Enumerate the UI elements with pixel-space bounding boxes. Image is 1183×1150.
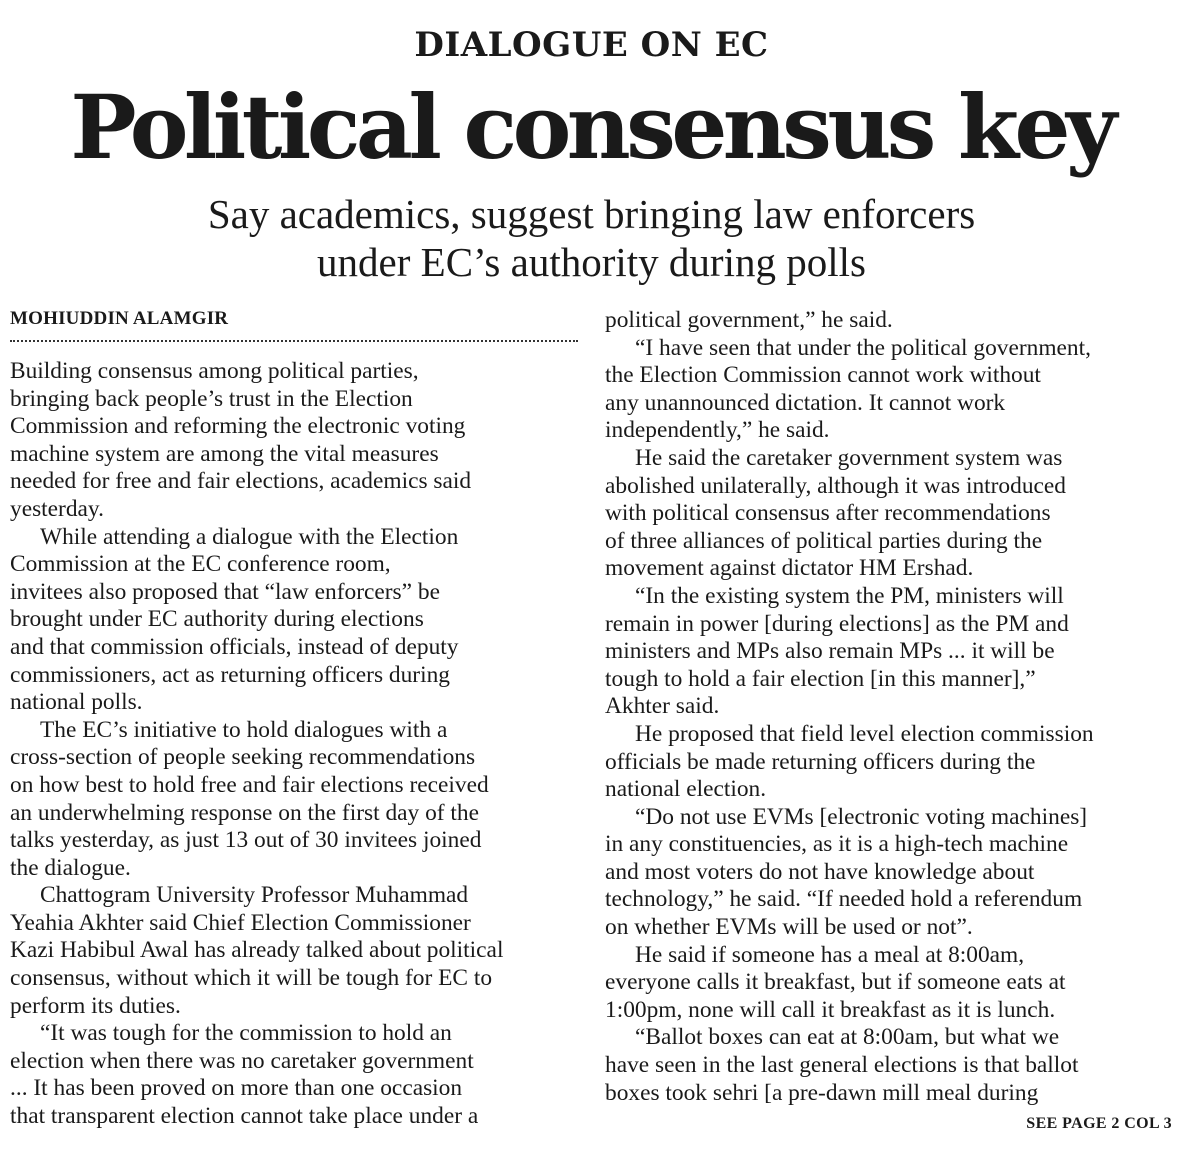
text-line: The EC’s initiative to hold dialogues with a xyxy=(40,716,448,743)
text-line: everyone calls it breakfast, but if someone eats at xyxy=(605,969,1066,996)
text-line: He said if someone has a meal at 8:00am, xyxy=(635,941,1025,968)
article-column-right xyxy=(605,307,1171,1107)
text-line: He said the caretaker government system was xyxy=(635,444,1063,471)
text-line: and most voters do not have knowledge about xyxy=(605,858,1035,885)
text-line: “I have seen that under the political government, xyxy=(635,334,1091,361)
text-line: have seen in the last general elections is that ballot xyxy=(605,1052,1079,1079)
text-line: consensus, without which it will be tough for EC to xyxy=(10,965,493,992)
text-line: remain in power [during elections] as the PM and xyxy=(605,610,1069,637)
text-line: in any constituencies, as it is a high-tech machine xyxy=(605,831,1069,858)
text-line: While attending a dialogue with the Election xyxy=(40,523,459,550)
text-line: movement against dictator HM Ershad. xyxy=(605,555,974,582)
text-line: perform its duties. xyxy=(10,992,181,1019)
text-line: He proposed that field level election commission xyxy=(635,720,1094,747)
text-line: “Do not use EVMs [electronic voting machines] xyxy=(635,803,1088,830)
subheadline-line-2: under EC’s authority during polls xyxy=(317,239,866,285)
article-column-left xyxy=(10,358,580,1131)
text-line: the dialogue. xyxy=(10,854,131,881)
text-line: that transparent election cannot take place under a xyxy=(10,1103,479,1130)
text-line: “In the existing system the PM, ministers will xyxy=(635,582,1064,609)
text-line: cross-section of people seeking recommendations xyxy=(10,744,476,771)
text-line: Kazi Habibul Awal has already talked about political xyxy=(10,937,504,964)
text-line: Yeahia Akhter said Chief Election Commissioner xyxy=(10,909,471,936)
text-line: ministers and MPs also remain MPs ... it will be xyxy=(605,638,1055,665)
text-line: technology,” he said. “If needed hold a referendum xyxy=(605,886,1083,913)
text-line: on whether EVMs will be used or not”. xyxy=(605,914,973,941)
text-line: “It was tough for the commission to hold an xyxy=(40,1020,452,1047)
text-line: commissioners, act as returning officers during xyxy=(10,661,450,688)
text-line: of three alliances of political parties during the xyxy=(605,527,1043,554)
text-line: an underwhelming response on the first day of the xyxy=(10,799,479,826)
jump-line: SEE PAGE 2 COL 3 xyxy=(1026,1115,1172,1132)
text-line: election when there was no caretaker government xyxy=(10,1047,474,1074)
text-line: brought under EC authority during elections xyxy=(10,606,424,633)
text-line: bringing back people’s trust in the Election xyxy=(10,385,413,412)
text-line: national polls. xyxy=(10,689,143,716)
text-line: “Ballot boxes can eat at 8:00am, but what we xyxy=(635,1024,1060,1051)
text-line: Akhter said. xyxy=(605,693,720,720)
text-line: with political consensus after recommendations xyxy=(605,500,1051,527)
text-line: Building consensus among political parties, xyxy=(10,358,419,384)
text-line: independently,” he said. xyxy=(605,417,830,444)
text-line: boxes took sehri [a pre-dawn mill meal during xyxy=(605,1079,1039,1106)
text-line: machine system are among the vital measures xyxy=(10,440,439,467)
subheadline xyxy=(0,190,1183,286)
text-line: officials be made returning officers during the xyxy=(605,748,1036,775)
text-line: needed for free and fair elections, academics said xyxy=(10,468,472,495)
text-line: invitees also proposed that “law enforcers” be xyxy=(10,578,440,605)
text-line: abolished unilaterally, although it was introduced xyxy=(605,472,1066,499)
kicker: DIALOGUE ON EC xyxy=(414,25,769,65)
byline: MOHIUDDIN ALAMGIR xyxy=(10,308,229,329)
text-line: Commission at the EC conference room, xyxy=(10,551,391,578)
text-line: yesterday. xyxy=(10,495,104,522)
text-line: political government,” he said. xyxy=(605,307,893,333)
text-line: the Election Commission cannot work without xyxy=(605,362,1041,389)
text-line: Commission and reforming the electronic voting xyxy=(10,413,466,440)
text-line: national election. xyxy=(605,776,767,803)
text-line: Chattogram University Professor Muhammad xyxy=(40,882,469,909)
subheadline-line-1: Say academics, suggest bringing law enforcers xyxy=(207,191,976,237)
text-line: talks yesterday, as just 13 out of 30 invitees joined xyxy=(10,827,482,854)
text-line: ... It has been proved on more than one occasion xyxy=(10,1075,463,1102)
headline: Political consensus key xyxy=(70,75,1113,179)
text-line: tough to hold a fair election [in this manner],” xyxy=(605,665,1036,692)
byline-divider xyxy=(10,340,578,342)
text-line: any unannounced dictation. It cannot work xyxy=(605,389,1006,416)
text-line: 1:00pm, none will call it breakfast as it is lunch. xyxy=(605,996,1056,1023)
text-line: on how best to hold free and fair elections received xyxy=(10,771,489,798)
text-line: and that commission officials, instead of deputy xyxy=(10,633,459,660)
